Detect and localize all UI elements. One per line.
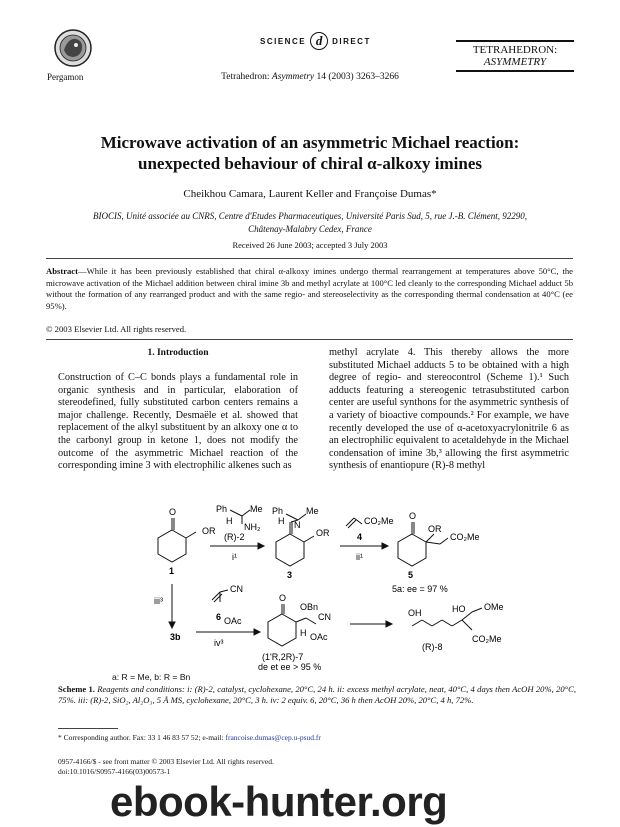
- svg-text:i¹: i¹: [232, 552, 237, 562]
- pergamon-logo: [52, 28, 94, 68]
- svg-text:OBn: OBn: [300, 602, 319, 612]
- scheme-legend: a: R = Me, b: R = Bn: [112, 672, 191, 682]
- svg-text:4: 4: [357, 532, 363, 542]
- watermark: ebook-hunter.org: [110, 778, 448, 825]
- svg-text:OR: OR: [316, 528, 330, 538]
- svg-text:3b: 3b: [170, 632, 181, 642]
- svg-text:O: O: [409, 511, 417, 521]
- svg-text:ii¹: ii¹: [356, 552, 363, 562]
- svg-text:OR: OR: [428, 524, 442, 534]
- svg-text:OH: OH: [408, 608, 422, 618]
- corresponding-author-footnote: * Corresponding author. Fax: 33 1 46 83 57 52; e-mail: francoise.dumas@cep.u-psud.fr: [58, 733, 321, 742]
- authors: Cheikhou Camara, Laurent Keller and Françoise Dumas*: [183, 188, 437, 200]
- body-column-left: Construction of C–C bonds plays a fundamental role in organic synthesis and in particular, elaboration of stereodefined, fully substituted carbon centers remains a major challenge. Recently, Desmaële et al. showed that replacement of the alkyl substituent by an alkoxy one α to the carbonyl group in ketone 1, does not modify the outcome of the asymmetric Michael reaction of the corresponding imine 3 with electrophilic alkenes such as: [58, 372, 298, 472]
- svg-text:H: H: [278, 516, 285, 526]
- svg-text:6: 6: [216, 612, 222, 622]
- svg-text:iv³: iv³: [214, 638, 224, 648]
- svg-text:(R)-2: (R)-2: [224, 532, 245, 542]
- affiliation: BIOCIS, Unité associée au CNRS, Centre d'Etudes Pharmaceutiques, Université Paris Sud, 5, rue J.-B. Clément, 92290, Châtenay-Malabry Cedex, France: [92, 211, 528, 234]
- svg-text:Me: Me: [250, 504, 263, 514]
- svg-text:(1'R,2R)-7: (1'R,2R)-7: [262, 652, 304, 662]
- received-dates: Received 26 June 2003; accepted 3 July 2003: [232, 240, 388, 250]
- divider-top: [46, 258, 573, 259]
- svg-text:OAc: OAc: [310, 632, 328, 642]
- footer: 0957-4166/$ - see front matter © 2003 Elsevier Ltd. All rights reserved. doi:10.1016/S0957-4166(03)00573-1: [58, 757, 274, 777]
- svg-text:5: 5: [408, 570, 414, 580]
- svg-text:5a: ee = 97 %: 5a: ee = 97 %: [392, 584, 448, 594]
- abstract: Abstract—While it has been previously established that chiral α-alkoxy imines undergo thermal rearrangement at temperatures above 50°C, the microwave activation of the Michael addition between chiral imine 3b and methyl acrylate at 100°C led cleanly to the corresponding Michael adduct 5b without the formation of any rearranged product and with the same regio- and stereoselectivity as the corresponding thermal condensation at 40°C (ee 95%).: [46, 266, 573, 311]
- svg-text:OR: OR: [202, 526, 216, 536]
- svg-text:Ph: Ph: [272, 506, 284, 516]
- sciencedirect-logo: SCIENCE d DIRECT: [260, 33, 371, 48]
- divider-bottom: [46, 339, 573, 340]
- svg-text:CN: CN: [230, 584, 243, 594]
- footnote-rule: [58, 728, 118, 729]
- svg-text:H: H: [300, 628, 307, 638]
- svg-text:CO₂Me: CO₂Me: [472, 634, 502, 644]
- journal-reference: Tetrahedron: Asymmetry 14 (2003) 3263–3266: [221, 72, 399, 82]
- svg-text:OMe: OMe: [484, 602, 504, 612]
- author-email-link[interactable]: francoise.dumas@cep.u-psud.fr: [225, 733, 321, 742]
- svg-text:CO₂Me: CO₂Me: [364, 516, 394, 526]
- svg-text:O: O: [279, 593, 287, 603]
- svg-text:OAc: OAc: [224, 616, 242, 626]
- svg-text:NH₂: NH₂: [244, 522, 261, 532]
- copyright: © 2003 Elsevier Ltd. All rights reserved.: [46, 324, 187, 334]
- section-heading: 1. Introduction: [147, 348, 209, 358]
- svg-text:Ph: Ph: [216, 504, 228, 514]
- svg-text:3: 3: [287, 570, 293, 580]
- svg-text:iii³: iii³: [154, 596, 163, 606]
- svg-text:N: N: [294, 520, 301, 530]
- svg-text:HO: HO: [452, 604, 466, 614]
- svg-text:Me: Me: [306, 506, 319, 516]
- svg-text:CO₂Me: CO₂Me: [450, 532, 480, 542]
- body-column-right: methyl acrylate 4. This thereby allows the more substituted Michael adducts 5 to be obtained with a high degree of regio- and stereocontrol (Scheme 1).¹ Such adducts featuring a stereogenic tetrasubstituted carbon center are useful synthons for the asymmetric synthesis of a variety of bioactive compounds.² For example, we have recently developed the use of α-acetoxyacrylonitrile 6 as an electrophilic equivalent to acetaldehyde in the Michael condensation of imine 3b,³ allowing the first asymmetric synthesis of enantiopure (R)-8 methyl: [329, 347, 569, 472]
- reaction-scheme: [150, 500, 580, 670]
- svg-text:1: 1: [169, 566, 175, 576]
- svg-text:de et ee > 95 %: de et ee > 95 %: [258, 662, 322, 670]
- publisher-name: Pergamon: [47, 72, 84, 82]
- svg-text:CN: CN: [318, 612, 331, 622]
- svg-text:(R)-8: (R)-8: [422, 642, 443, 652]
- svg-text:H: H: [226, 516, 233, 526]
- svg-text:O: O: [169, 507, 177, 517]
- journal-name-box: TETRAHEDRON: ASYMMETRY: [456, 40, 574, 72]
- scheme-caption: Scheme 1. Reagents and conditions: i: (R)-2, catalyst, cyclohexane, 20°C, 24 h. ii: excess methyl acrylate, neat, 40°C, 4 days then AcOH 20%, 20°C, 75%. iii: (R)-2, SiO₂, Al₂O₃, 5 Å MS, cyclohexane, 20°C, 3 h. iv: 2 equiv. 6, 20°C, 36 h then AcOH 20%, 20°C, 4 h, 72%.: [58, 684, 576, 706]
- article-title: Microwave activation of an asymmetric Michael reaction: unexpected behaviour of chiral α-alkoxy imines: [100, 133, 520, 173]
